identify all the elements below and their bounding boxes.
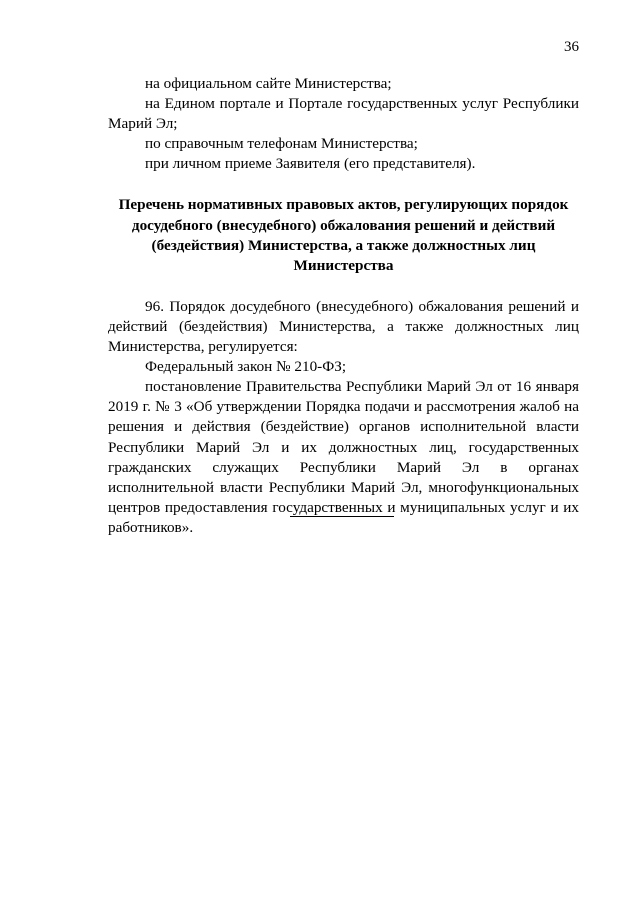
intro-item-phone: по справочным телефонам Министерства; [145, 135, 418, 153]
intro-item-portal: на Едином портале и Портале государственных услуг Республики Марий Эл; [108, 95, 579, 133]
end-rule [290, 516, 394, 517]
paragraph-96: 96. Порядок досудебного (внесудебного) обжалования решений и действий (бездействия) Министерства, а также должностных лиц Министерства, регулируется: [108, 297, 579, 356]
resolution-item: постановление Правительства Республики Марий Эл от 16 января 2019 г. № 3 «Об утверждении Порядка подачи и рассмотрения жалоб на решения и действия (бездействие) органов исполнительной власти Республики Марий Эл и их должностных лиц, государственных гражданских служащих Республики Марий Эл в органах исполнительной власти Республики Марий Эл, многофункциональных центров предоставления государственных и муниципальных услуг и их работников». [108, 378, 579, 536]
section-heading-line: (бездействия) Министерства, а также должностных лиц [151, 236, 536, 254]
section-heading-line: досудебного (внесудебного) обжалования решений и действий [131, 216, 556, 234]
section-heading [108, 195, 579, 275]
law-item-210-fz: Федеральный закон № 210-ФЗ; [145, 358, 347, 376]
section-spacer [108, 276, 579, 297]
document-body [108, 74, 579, 538]
section-heading-line: Министерства [293, 256, 394, 274]
section-heading-line: Перечень нормативных правовых актов, регулирующих порядок [118, 196, 569, 214]
intro-item-personal-reception: при личном приеме Заявителя (его представителя). [145, 155, 476, 173]
intro-item-website: на официальном сайте Министерства; [145, 75, 392, 92]
page-number: 36 [564, 39, 579, 55]
